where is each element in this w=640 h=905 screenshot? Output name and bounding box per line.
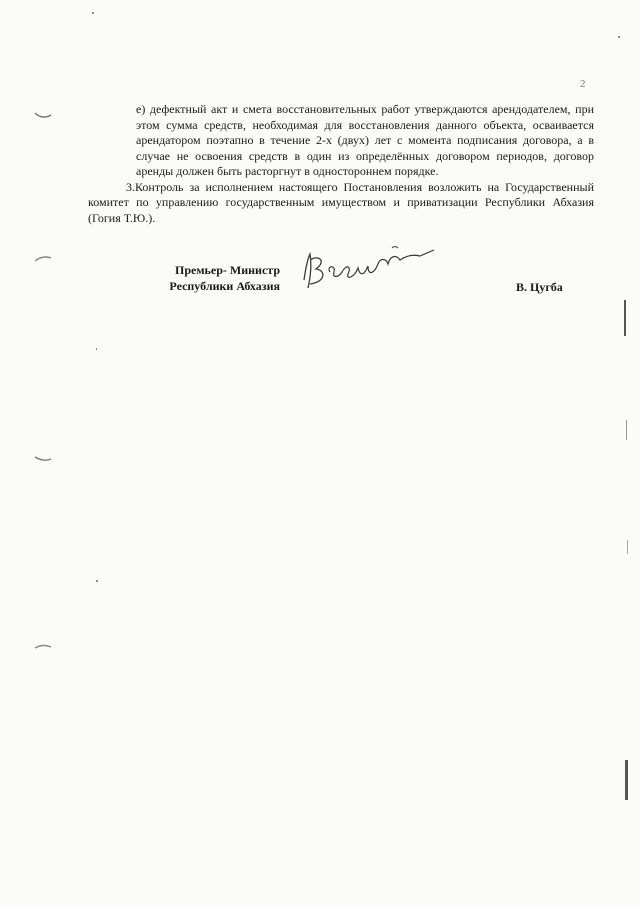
- scan-edge-mark: [627, 540, 628, 554]
- scan-edge-mark: [625, 760, 628, 800]
- scan-speck: [618, 36, 620, 38]
- scan-edge-mark: [626, 420, 627, 440]
- paragraph-item-e: е) дефектный акт и смета восстановительных работ утверждаются арендодателем, при этом сумма средств, необходимая для восстановления данного объекта, осваивается арендатором поэтапно в течение 2-х (двух) лет с момента подписания договора, а в случае не освоения средств в один из определённых договором периодов, договор аренды должен быть расторгнут в одностороннем порядке.: [136, 102, 594, 178]
- page-number: 2: [580, 78, 586, 90]
- paragraph-control: 3.Контроль за исполнением настоящего Постановления возложить на Государственный комитет по управлению государственным имуществом и приватизации Республики Абхазия (Гогия Т.Ю.).: [88, 179, 594, 225]
- signatory-title-line2: Республики Абхазия: [169, 279, 280, 293]
- punch-mark-icon: [34, 454, 52, 464]
- document-body: [88, 102, 594, 226]
- punch-mark-icon: [34, 110, 52, 120]
- signatory-title: [150, 262, 280, 294]
- scan-speck: [96, 348, 97, 350]
- punch-mark-icon: [34, 642, 52, 652]
- handwritten-signature: [296, 236, 446, 298]
- signatory-title-line1: Премьер- Министр: [175, 263, 280, 277]
- scan-edge-mark: [624, 300, 626, 336]
- scan-speck: [96, 580, 98, 582]
- scan-speck: [92, 12, 94, 14]
- punch-mark-icon: [34, 254, 52, 264]
- signatory-name: В. Цугба: [516, 280, 563, 294]
